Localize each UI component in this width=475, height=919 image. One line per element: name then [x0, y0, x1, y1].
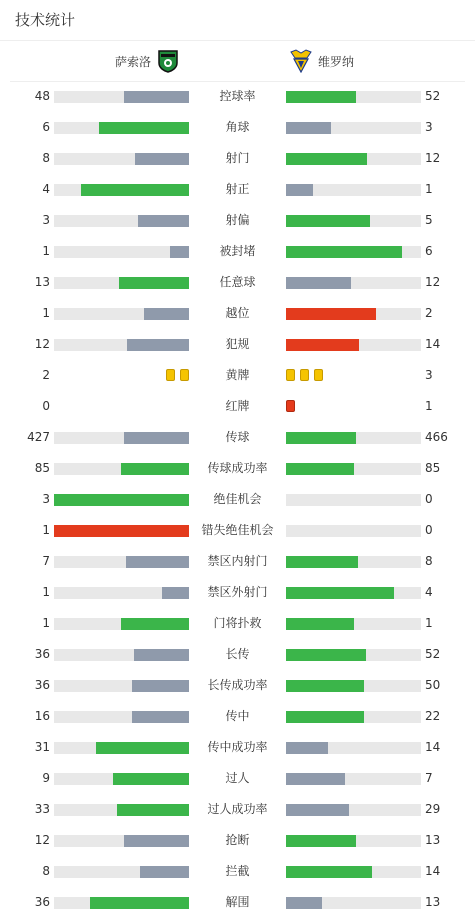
- home-bar-track: [54, 339, 189, 351]
- away-bar-track: [286, 680, 421, 692]
- home-bar-track: [54, 91, 189, 103]
- away-stat-value: 2: [425, 306, 433, 320]
- stat-label: 门将扑救: [213, 616, 262, 630]
- stat-label: 禁区外射门: [207, 585, 268, 599]
- away-stat-value: 14: [425, 740, 441, 754]
- stat-row: [0, 236, 475, 267]
- away-bar-track: [286, 742, 421, 754]
- away-bar-track: [286, 866, 421, 878]
- verona-crest-icon: [290, 49, 312, 73]
- stat-row: [0, 484, 475, 515]
- home-bar: [96, 742, 189, 754]
- home-bar-track: [54, 184, 189, 196]
- away-bar: [286, 308, 376, 320]
- home-cards: [166, 369, 189, 381]
- home-stat-value: 36: [34, 895, 50, 909]
- stat-label: 角球: [225, 120, 250, 134]
- stat-label: 过人: [225, 771, 250, 785]
- home-stat-value: 3: [42, 213, 50, 227]
- away-bar: [286, 153, 367, 165]
- home-stat-value: 427: [27, 430, 50, 444]
- stat-label: 越位: [225, 306, 250, 320]
- away-bar-track: [286, 91, 421, 103]
- away-bar-track: [286, 463, 421, 475]
- home-stat-value: 12: [34, 337, 50, 351]
- home-bar-track: [54, 773, 189, 785]
- stat-label: 黄牌: [225, 368, 250, 382]
- away-bar: [286, 556, 358, 568]
- away-bar-track: [286, 432, 421, 444]
- stat-label: 犯规: [225, 337, 250, 351]
- away-bar-track: [286, 246, 421, 258]
- stat-label: 射正: [225, 182, 250, 196]
- away-stat-value: 4: [425, 585, 433, 599]
- home-bar-track: [54, 711, 189, 723]
- away-bar: [286, 680, 364, 692]
- away-stat-value: 8: [425, 554, 433, 568]
- home-bar: [54, 525, 189, 537]
- stat-label: 红牌: [225, 399, 250, 413]
- home-bar-track: [54, 618, 189, 630]
- home-stat-value: 36: [34, 647, 50, 661]
- home-bar-track: [54, 804, 189, 816]
- home-stat-value: 1: [42, 244, 50, 258]
- away-stat-value: 6: [425, 244, 433, 258]
- stat-row: [0, 453, 475, 484]
- away-stat-value: 85: [425, 461, 441, 475]
- home-bar: [81, 184, 189, 196]
- home-stat-value: 31: [34, 740, 50, 754]
- away-stat-value: 14: [425, 337, 441, 351]
- away-stat-value: 50: [425, 678, 441, 692]
- home-bar: [126, 556, 189, 568]
- stat-row: [0, 174, 475, 205]
- yellow-card-icon: [286, 369, 295, 381]
- away-bar: [286, 432, 356, 444]
- home-stat-value: 12: [34, 833, 50, 847]
- stat-label: 过人成功率: [207, 802, 268, 816]
- away-bar-track: [286, 215, 421, 227]
- stat-row: [0, 143, 475, 174]
- away-stat-value: 5: [425, 213, 433, 227]
- away-bar: [286, 339, 359, 351]
- home-bar-track: [54, 742, 189, 754]
- stat-row: [0, 546, 475, 577]
- away-stat-value: 0: [425, 492, 433, 506]
- sassuolo-crest-icon: [157, 49, 179, 73]
- home-bar-track: [54, 525, 189, 537]
- home-bar: [134, 649, 189, 661]
- away-bar: [286, 649, 366, 661]
- home-stat-value: 33: [34, 802, 50, 816]
- away-bar-track: [286, 556, 421, 568]
- away-bar: [286, 897, 322, 909]
- away-bar-track: [286, 711, 421, 723]
- home-stat-value: 85: [34, 461, 50, 475]
- home-stat-value: 2: [42, 368, 50, 382]
- home-stat-value: 1: [42, 616, 50, 630]
- yellow-card-icon: [314, 369, 323, 381]
- away-stat-value: 52: [425, 89, 441, 103]
- away-bar: [286, 866, 372, 878]
- away-stat-value: 1: [425, 399, 433, 413]
- away-bar: [286, 277, 351, 289]
- away-bar-track: [286, 897, 421, 909]
- away-bar: [286, 184, 313, 196]
- away-bar-track: [286, 277, 421, 289]
- home-bar-track: [54, 556, 189, 568]
- away-cards: [286, 369, 323, 381]
- stat-label: 传中成功率: [207, 740, 268, 754]
- stat-label: 抢断: [225, 833, 250, 847]
- away-stat-value: 29: [425, 802, 441, 816]
- home-bar: [127, 339, 189, 351]
- away-bar: [286, 773, 345, 785]
- home-bar-track: [54, 587, 189, 599]
- home-bar-track: [54, 649, 189, 661]
- away-bar-track: [286, 308, 421, 320]
- home-stat-value: 0: [42, 399, 50, 413]
- stat-label: 传中: [225, 709, 250, 723]
- stat-row: [0, 205, 475, 236]
- home-bar: [124, 432, 189, 444]
- home-stat-value: 9: [42, 771, 50, 785]
- away-stat-value: 12: [425, 151, 441, 165]
- away-stat-value: 3: [425, 120, 433, 134]
- stat-row: [0, 732, 475, 763]
- away-bar-track: [286, 618, 421, 630]
- home-bar: [135, 153, 189, 165]
- home-bar: [140, 866, 189, 878]
- home-bar-track: [54, 835, 189, 847]
- stat-row: [0, 267, 475, 298]
- away-bar-track: [286, 587, 421, 599]
- stat-row: [0, 298, 475, 329]
- stat-row: [0, 763, 475, 794]
- stat-row: [0, 81, 475, 112]
- stat-label: 绝佳机会: [213, 492, 262, 506]
- away-bar: [286, 587, 394, 599]
- stat-label: 长传成功率: [207, 678, 268, 692]
- away-bar-track: [286, 804, 421, 816]
- away-bar-track: [286, 773, 421, 785]
- home-bar: [121, 463, 189, 475]
- away-stat-value: 466: [425, 430, 448, 444]
- home-bar-track: [54, 277, 189, 289]
- home-bar: [144, 308, 189, 320]
- yellow-card-icon: [180, 369, 189, 381]
- home-bar-track: [54, 246, 189, 258]
- home-bar: [117, 804, 189, 816]
- yellow-card-icon: [300, 369, 309, 381]
- home-stat-value: 8: [42, 864, 50, 878]
- stat-label: 传球: [225, 430, 250, 444]
- stat-label: 射偏: [225, 213, 250, 227]
- away-bar: [286, 711, 364, 723]
- home-stat-value: 4: [42, 182, 50, 196]
- stat-row: [0, 794, 475, 825]
- away-bar: [286, 835, 356, 847]
- home-bar-track: [54, 432, 189, 444]
- away-stat-value: 0: [425, 523, 433, 537]
- away-bar-track: [286, 122, 421, 134]
- red-card-icon: [286, 400, 295, 412]
- home-bar-track: [54, 215, 189, 227]
- away-bar-track: [286, 525, 421, 537]
- away-cards: [286, 400, 295, 412]
- stat-label: 被封堵: [219, 244, 256, 258]
- away-bar: [286, 246, 402, 258]
- teams-header: [10, 41, 465, 82]
- away-team[interactable]: [290, 48, 354, 74]
- away-team-name: 维罗纳: [318, 54, 355, 69]
- home-bar-track: [54, 866, 189, 878]
- away-bar-track: [286, 649, 421, 661]
- home-bar-track: [54, 153, 189, 165]
- home-stat-value: 6: [42, 120, 50, 134]
- home-bar-track: [54, 897, 189, 909]
- home-bar: [132, 711, 189, 723]
- away-bar-track: [286, 835, 421, 847]
- stat-row: [0, 887, 475, 918]
- away-stat-value: 52: [425, 647, 441, 661]
- stat-row: [0, 701, 475, 732]
- home-stat-value: 1: [42, 585, 50, 599]
- stat-row: [0, 360, 475, 391]
- home-bar: [162, 587, 189, 599]
- home-stat-value: 1: [42, 306, 50, 320]
- home-stat-value: 1: [42, 523, 50, 537]
- away-stat-value: 14: [425, 864, 441, 878]
- home-bar: [113, 773, 189, 785]
- away-stat-value: 3: [425, 368, 433, 382]
- stat-row: [0, 670, 475, 701]
- home-stat-value: 3: [42, 492, 50, 506]
- stat-row: [0, 856, 475, 887]
- stat-label: 解围: [225, 895, 250, 909]
- stat-label: 拦截: [225, 864, 250, 878]
- stat-label: 错失绝佳机会: [201, 523, 274, 537]
- stat-row: [0, 825, 475, 856]
- home-bar: [124, 835, 189, 847]
- home-stat-value: 36: [34, 678, 50, 692]
- home-bar: [90, 897, 189, 909]
- home-bar: [138, 215, 189, 227]
- stat-row: [0, 577, 475, 608]
- away-stat-value: 7: [425, 771, 433, 785]
- away-bar: [286, 804, 349, 816]
- home-bar: [121, 618, 189, 630]
- home-bar: [170, 246, 189, 258]
- home-bar-track: [54, 494, 189, 506]
- away-bar: [286, 618, 354, 630]
- home-bar: [99, 122, 189, 134]
- away-stat-value: 13: [425, 895, 441, 909]
- away-stat-value: 22: [425, 709, 441, 723]
- home-bar-track: [54, 463, 189, 475]
- stat-label: 射门: [225, 151, 250, 165]
- stat-row: [0, 112, 475, 143]
- yellow-card-icon: [166, 369, 175, 381]
- home-stat-value: 16: [34, 709, 50, 723]
- page-title: 技术统计: [0, 0, 475, 41]
- home-stat-value: 48: [34, 89, 50, 103]
- stat-label: 长传: [225, 647, 250, 661]
- stats-list: [0, 81, 475, 918]
- away-stat-value: 12: [425, 275, 441, 289]
- home-bar: [124, 91, 189, 103]
- away-bar: [286, 215, 370, 227]
- home-stat-value: 8: [42, 151, 50, 165]
- away-stat-value: 13: [425, 833, 441, 847]
- stat-label: 任意球: [219, 275, 256, 289]
- away-bar-track: [286, 153, 421, 165]
- away-bar: [286, 463, 354, 475]
- away-stat-value: 1: [425, 182, 433, 196]
- stat-row: [0, 329, 475, 360]
- stat-row: [0, 515, 475, 546]
- away-bar: [286, 91, 356, 103]
- away-bar-track: [286, 494, 421, 506]
- home-team[interactable]: [115, 48, 179, 74]
- stat-label: 禁区内射门: [207, 554, 268, 568]
- away-bar: [286, 122, 331, 134]
- home-bar: [119, 277, 189, 289]
- home-bar-track: [54, 680, 189, 692]
- stat-row: [0, 422, 475, 453]
- away-stat-value: 1: [425, 616, 433, 630]
- stat-row: [0, 608, 475, 639]
- home-bar: [54, 494, 189, 506]
- home-bar-track: [54, 308, 189, 320]
- away-bar-track: [286, 339, 421, 351]
- home-bar-track: [54, 122, 189, 134]
- stat-label: 控球率: [219, 89, 256, 103]
- stat-row: [0, 639, 475, 670]
- home-stat-value: 7: [42, 554, 50, 568]
- stat-label: 传球成功率: [207, 461, 268, 475]
- stat-row: [0, 391, 475, 422]
- away-bar: [286, 742, 328, 754]
- away-bar-track: [286, 184, 421, 196]
- home-team-name: 萨索洛: [114, 54, 151, 69]
- home-stat-value: 13: [34, 275, 50, 289]
- home-bar: [132, 680, 189, 692]
